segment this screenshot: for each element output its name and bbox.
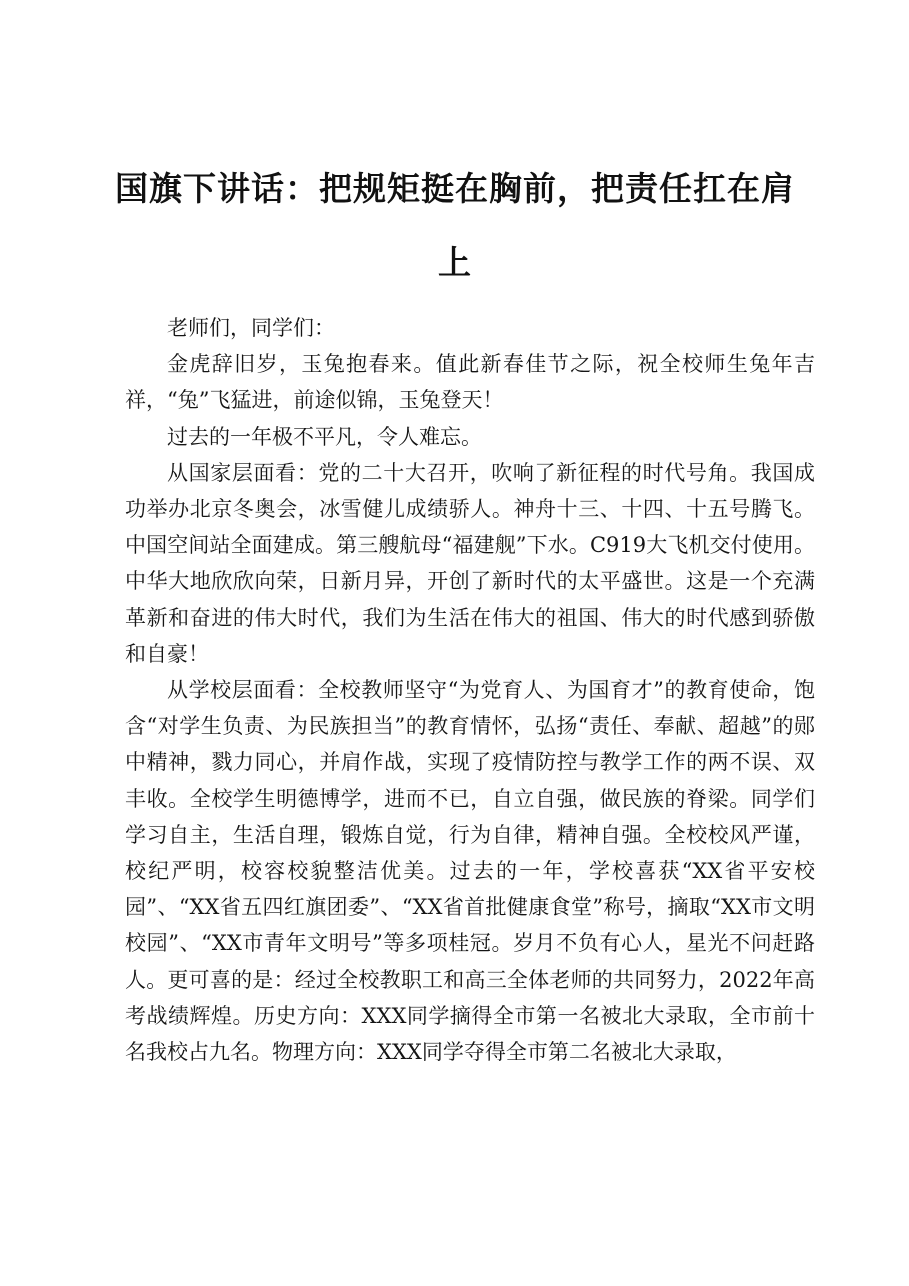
- paragraph-national-level: 从国家层面看：党的二十大召开，吹响了新征程的时代号角。我国成功举办北京冬奥会，冰雪健儿成绩骄人。神舟十三、十四、十五号腾飞。中国空间站全面建成。第三艘航母“福建舰”下水。C919大飞机交付使用。中华大地欣欣向荣，日新月异，开创了新时代的太平盛世。这是一个充满革新和奋进的伟大时代，我们为生活在伟大的祖国、伟大的时代感到骄傲和自豪！: [125, 460, 815, 666]
- document-body: [125, 310, 815, 1070]
- paragraph-new-year-wishes: 金虎辞旧岁，玉兔抱春来。值此新春佳节之际，祝全校师生兔年吉祥，“兔”飞猛进，前途似锦，玉兔登天！: [125, 352, 815, 413]
- paragraph-school-level: 从学校层面看：全校教师坚守“为党育人、为国育才”的教育使命，饱含“对学生负责、为民族担当”的教育情怀，弘扬“责任、奉献、超越”的郧中精神，戮力同心，并肩作战，实现了疫情防控与教学工作的两不误、双丰收。全校学生明德博学，进而不已，自立自强，做民族的脊梁。同学们学习自主，生活自理，锻炼自觉，行为自律，精神自强。全校校风严谨，校纪严明，校容校貌整洁优美。过去的一年，学校喜获“XX省平安校园”、“XX省五四红旗团委”、“XX省首批健康食堂”称号，摘取“XX市文明校园”、“XX市青年文明号”等多项桂冠。岁月不负有心人，星光不问赶路人。更可喜的是：经过全校教职工和高三全体老师的共同努力，2022年高考战绩辉煌。历史方向：XXX同学摘得全市第一名被北大录取，全市前十名我校占九名。物理方向：XXX同学夺得全市第二名被北大录取，: [125, 678, 815, 1065]
- document-title: 国旗下讲话：把规矩挺在胸前，把责任扛在肩上: [115, 169, 795, 282]
- paragraph-greeting: 老师们，同学们：: [167, 316, 335, 340]
- paragraph-past-year: 过去的一年极不平凡，令人难忘。: [167, 424, 482, 449]
